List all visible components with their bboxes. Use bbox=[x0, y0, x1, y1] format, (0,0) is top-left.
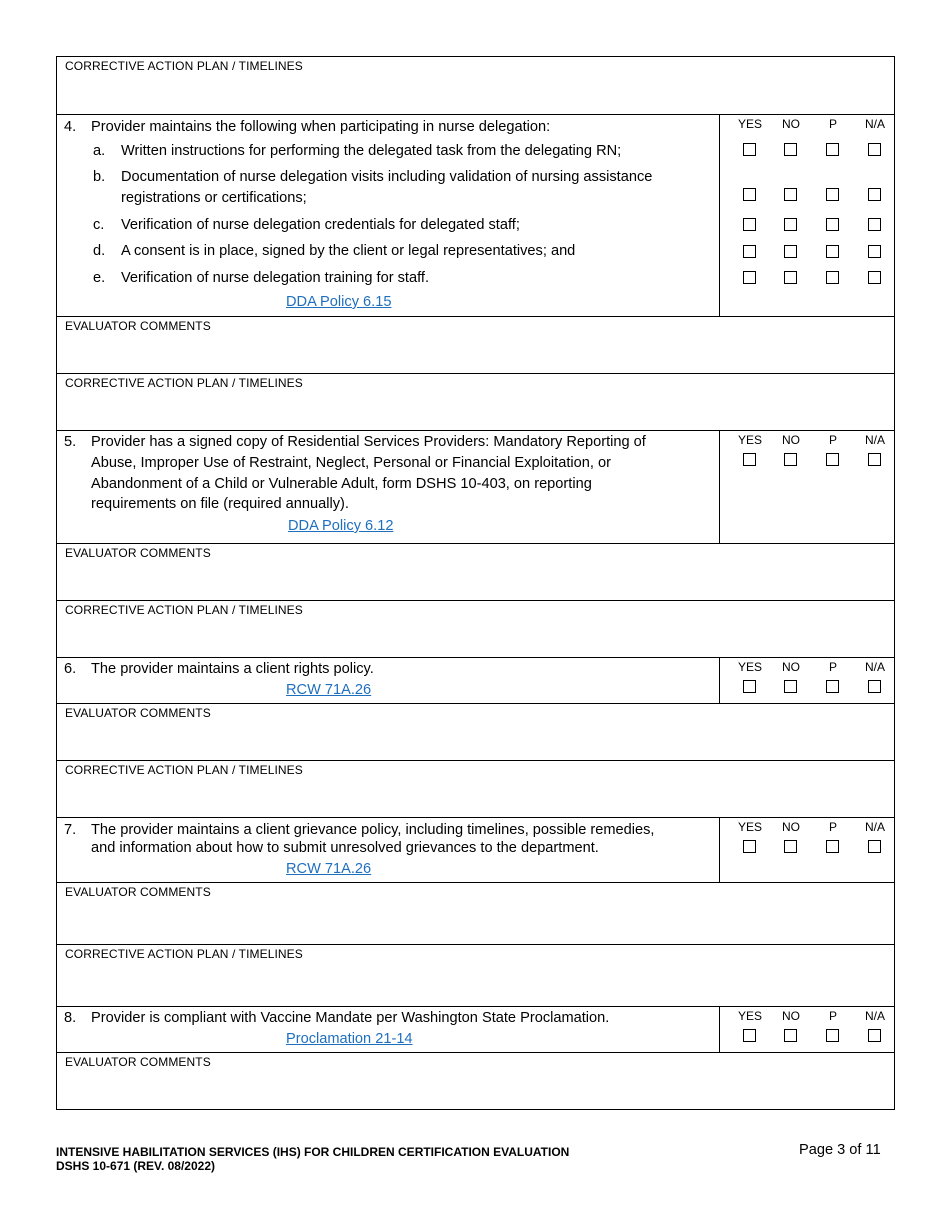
p-checkbox[interactable] bbox=[826, 188, 839, 201]
p-checkbox[interactable] bbox=[826, 143, 839, 156]
yes-checkbox[interactable] bbox=[743, 680, 756, 693]
footer-form-number: DSHS 10-671 (REV. 08/2022) bbox=[56, 1159, 215, 1173]
policy-link[interactable]: DDA Policy 6.12 bbox=[288, 518, 394, 534]
question-4 bbox=[57, 114, 894, 316]
question-text: Provider maintains the following when participating in nurse delegation: bbox=[91, 119, 551, 135]
na-checkbox[interactable] bbox=[868, 143, 881, 156]
na-header: N/A bbox=[864, 1009, 885, 1023]
question-text: and information about how to submit unresolved grievances to the department. bbox=[91, 840, 599, 856]
item-text: Verification of nurse delegation training for staff. bbox=[121, 270, 430, 286]
p-checkbox[interactable] bbox=[826, 218, 839, 231]
question-8-text bbox=[57, 1007, 720, 1052]
question-number: 8. bbox=[64, 1010, 77, 1026]
no-checkbox[interactable] bbox=[784, 840, 797, 853]
item-letter: a. bbox=[93, 143, 106, 159]
question-4-text bbox=[57, 115, 720, 316]
yes-header: YES bbox=[737, 820, 762, 834]
footer-form-info bbox=[56, 1145, 569, 1173]
no-header: NO bbox=[782, 117, 800, 131]
no-header: NO bbox=[782, 820, 800, 834]
yes-header: YES bbox=[737, 1009, 762, 1023]
item-text: A consent is in place, signed by the client or legal representatives; and bbox=[121, 243, 576, 259]
item-text: Written instructions for performing the delegated task from the delegating RN; bbox=[121, 143, 622, 159]
item-letter: d. bbox=[93, 243, 106, 259]
yes-checkbox[interactable] bbox=[743, 840, 756, 853]
no-header: NO bbox=[782, 433, 800, 447]
no-checkbox[interactable] bbox=[784, 453, 797, 466]
item-text: registrations or certifications; bbox=[121, 190, 307, 206]
page-number: Page 3 of 11 bbox=[799, 1142, 881, 1158]
p-header: P bbox=[828, 660, 837, 674]
item-letter: e. bbox=[93, 270, 106, 286]
yes-checkbox[interactable] bbox=[743, 218, 756, 231]
yes-checkbox[interactable] bbox=[743, 143, 756, 156]
p-checkbox[interactable] bbox=[826, 453, 839, 466]
item-letter: b. bbox=[93, 169, 106, 185]
yes-checkbox[interactable] bbox=[743, 1029, 756, 1042]
na-checkbox[interactable] bbox=[868, 245, 881, 258]
question-5 bbox=[57, 430, 894, 543]
corrective-action-label: CORRECTIVE ACTION PLAN / TIMELINES bbox=[65, 947, 303, 961]
question-7-checkboxes bbox=[720, 818, 894, 882]
p-checkbox[interactable] bbox=[826, 840, 839, 853]
yes-header: YES bbox=[737, 433, 762, 447]
p-header: P bbox=[828, 1009, 837, 1023]
yes-checkbox[interactable] bbox=[743, 188, 756, 201]
no-checkbox[interactable] bbox=[784, 271, 797, 284]
no-header: NO bbox=[782, 1009, 800, 1023]
evaluator-comments-label: EVALUATOR COMMENTS bbox=[65, 546, 211, 560]
item-text: Verification of nurse delegation credentials for delegated staff; bbox=[121, 217, 520, 233]
evaluator-comments-field[interactable] bbox=[57, 316, 894, 373]
no-checkbox[interactable] bbox=[784, 680, 797, 693]
question-5-text bbox=[57, 431, 720, 543]
question-5-checkboxes bbox=[720, 431, 894, 543]
question-6 bbox=[57, 657, 894, 703]
na-checkbox[interactable] bbox=[868, 680, 881, 693]
question-text: Provider has a signed copy of Residential Services Providers: Mandatory Reporting of bbox=[91, 434, 646, 450]
question-text: requirements on file (required annually). bbox=[91, 496, 349, 512]
na-checkbox[interactable] bbox=[868, 188, 881, 201]
footer-title: INTENSIVE HABILITATION SERVICES (IHS) FOR CHILDREN CERTIFICATION EVALUATION bbox=[56, 1145, 570, 1159]
no-header: NO bbox=[782, 660, 800, 674]
p-checkbox[interactable] bbox=[826, 680, 839, 693]
corrective-action-label: CORRECTIVE ACTION PLAN / TIMELINES bbox=[65, 376, 303, 390]
policy-link[interactable]: RCW 71A.26 bbox=[286, 861, 372, 877]
p-header: P bbox=[828, 820, 837, 834]
corrective-action-label: CORRECTIVE ACTION PLAN / TIMELINES bbox=[65, 603, 303, 617]
yes-checkbox[interactable] bbox=[743, 271, 756, 284]
question-text: Provider is compliant with Vaccine Mandate per Washington State Proclamation. bbox=[91, 1010, 610, 1026]
corrective-action-field[interactable] bbox=[57, 57, 894, 114]
question-number: 4. bbox=[64, 119, 77, 135]
corrective-action-label: CORRECTIVE ACTION PLAN / TIMELINES bbox=[65, 763, 303, 777]
yes-checkbox[interactable] bbox=[743, 453, 756, 466]
evaluator-comments-label: EVALUATOR COMMENTS bbox=[65, 885, 211, 899]
na-header: N/A bbox=[864, 820, 885, 834]
evaluation-form bbox=[56, 56, 895, 1110]
corrective-action-field[interactable] bbox=[57, 600, 894, 657]
p-checkbox[interactable] bbox=[826, 245, 839, 258]
na-header: N/A bbox=[864, 660, 885, 674]
na-checkbox[interactable] bbox=[868, 218, 881, 231]
na-checkbox[interactable] bbox=[868, 1029, 881, 1042]
evaluator-comments-label: EVALUATOR COMMENTS bbox=[65, 319, 211, 333]
corrective-action-label: CORRECTIVE ACTION PLAN / TIMELINES bbox=[65, 59, 303, 73]
yes-header: YES bbox=[737, 117, 762, 131]
na-checkbox[interactable] bbox=[868, 271, 881, 284]
evaluator-comments-field[interactable] bbox=[57, 543, 894, 600]
corrective-action-field[interactable] bbox=[57, 373, 894, 430]
question-7-text bbox=[57, 818, 720, 882]
question-text: The provider maintains a client rights policy. bbox=[91, 661, 374, 677]
question-text: Abuse, Improper Use of Restraint, Neglect, Personal or Financial Exploitation, or bbox=[91, 455, 611, 471]
p-header: P bbox=[828, 433, 837, 447]
question-4-checkboxes bbox=[720, 115, 894, 316]
p-checkbox[interactable] bbox=[826, 271, 839, 284]
question-text: The provider maintains a client grievance policy, including timelines, possible remedies, bbox=[91, 822, 655, 838]
policy-link[interactable]: DDA Policy 6.15 bbox=[286, 294, 392, 310]
question-number: 5. bbox=[64, 434, 77, 450]
policy-link[interactable]: Proclamation 21-14 bbox=[286, 1031, 413, 1047]
question-number: 6. bbox=[64, 661, 77, 677]
yes-header: YES bbox=[737, 660, 762, 674]
question-number: 7. bbox=[64, 822, 77, 838]
question-6-checkboxes bbox=[720, 658, 894, 703]
question-text: Abandonment of a Child or Vulnerable Adult, form DSHS 10-403, on reporting bbox=[91, 476, 592, 492]
evaluator-comments-field[interactable] bbox=[57, 882, 894, 944]
na-header: N/A bbox=[864, 433, 885, 447]
evaluator-comments-label: EVALUATOR COMMENTS bbox=[65, 706, 211, 720]
no-checkbox[interactable] bbox=[784, 188, 797, 201]
corrective-action-field[interactable] bbox=[57, 760, 894, 817]
question-7 bbox=[57, 817, 894, 882]
question-8 bbox=[57, 1006, 894, 1052]
evaluator-comments-label: EVALUATOR COMMENTS bbox=[65, 1055, 211, 1069]
no-checkbox[interactable] bbox=[784, 218, 797, 231]
evaluator-comments-field[interactable] bbox=[57, 703, 894, 760]
na-checkbox[interactable] bbox=[868, 453, 881, 466]
item-text: Documentation of nurse delegation visits including validation of nursing assistance bbox=[121, 169, 653, 185]
item-letter: c. bbox=[93, 217, 105, 233]
question-6-text bbox=[57, 658, 720, 703]
na-checkbox[interactable] bbox=[868, 840, 881, 853]
evaluator-comments-field[interactable] bbox=[57, 1052, 894, 1109]
na-header: N/A bbox=[864, 117, 885, 131]
yes-checkbox[interactable] bbox=[743, 245, 756, 258]
policy-link[interactable]: RCW 71A.26 bbox=[286, 682, 372, 698]
question-8-checkboxes bbox=[720, 1007, 894, 1052]
corrective-action-field[interactable] bbox=[57, 944, 894, 1006]
no-checkbox[interactable] bbox=[784, 1029, 797, 1042]
p-header: P bbox=[828, 117, 837, 131]
no-checkbox[interactable] bbox=[784, 143, 797, 156]
p-checkbox[interactable] bbox=[826, 1029, 839, 1042]
no-checkbox[interactable] bbox=[784, 245, 797, 258]
